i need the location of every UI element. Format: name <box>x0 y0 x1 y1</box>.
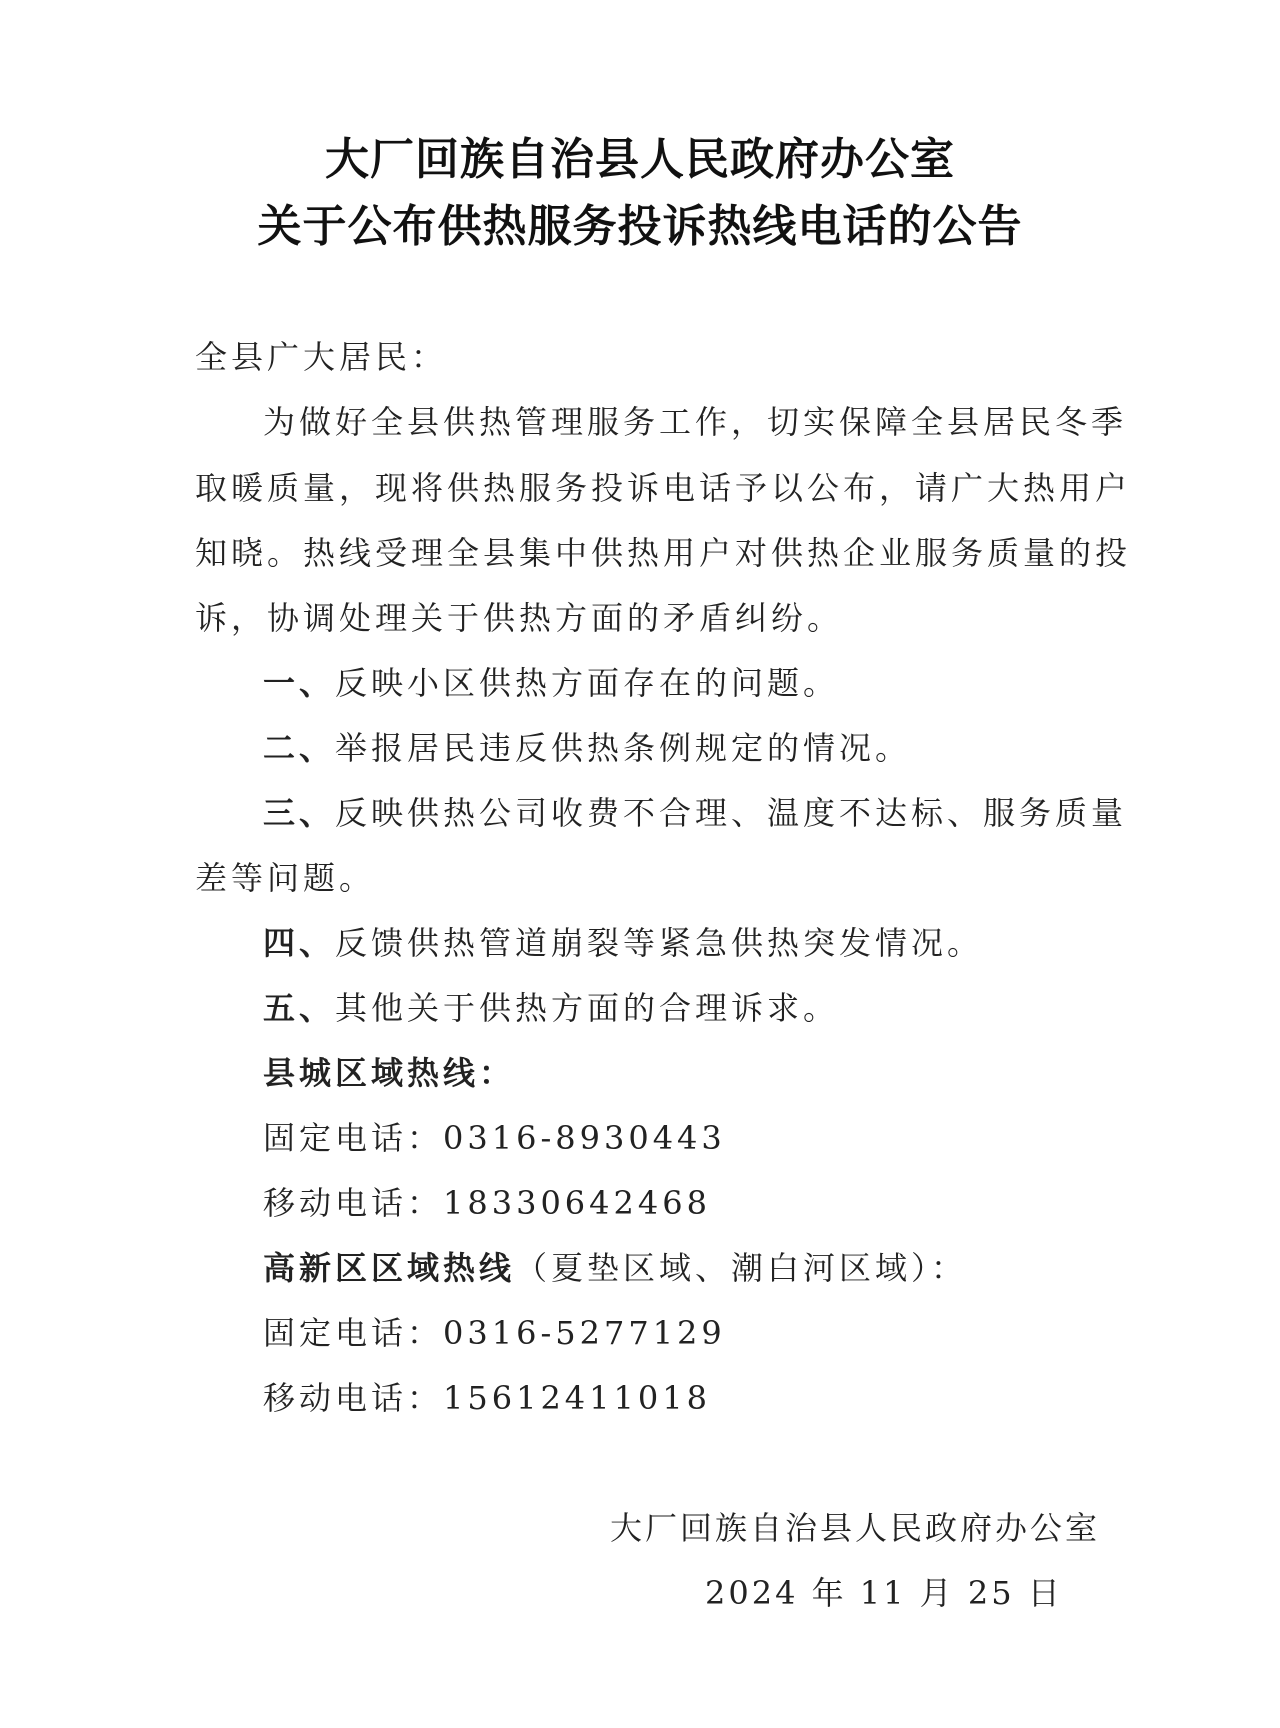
hightech-mobile-phone: 移动电话：15612411018 <box>263 1379 711 1417</box>
hightech-heading-bold: 高新区区域热线 <box>263 1249 516 1287</box>
item-text: 反映小区供热方面存在的问题。 <box>335 664 840 702</box>
list-item-2 <box>263 726 911 770</box>
salutation: 全县广大居民： <box>195 338 448 376</box>
item-text: 举报居民违反供热条例规定的情况。 <box>335 729 912 767</box>
county-fixed-phone: 固定电话：0316-8930443 <box>263 1119 726 1157</box>
hightech-hotline-heading <box>263 1246 967 1290</box>
item-number: 四、 <box>263 924 336 962</box>
signature-date: 2024 年 11 月 25 日 <box>705 1574 1063 1612</box>
list-item-4 <box>263 921 983 965</box>
title-line-2: 关于公布供热服务投诉热线电话的公告 <box>257 201 1023 252</box>
list-item-5 <box>263 986 839 1030</box>
list-item-1 <box>263 661 839 705</box>
hightech-heading-rest: （夏垫区域、潮白河区域）： <box>515 1249 968 1287</box>
item-number: 五、 <box>263 989 336 1027</box>
item-number: 二、 <box>263 729 336 767</box>
title-line-1: 大厂回族自治县人民政府办公室 <box>325 134 955 185</box>
list-item-3 <box>263 791 1127 835</box>
intro-line-4: 诉，协调处理关于供热方面的矛盾纠纷。 <box>195 599 844 637</box>
item-number: 一、 <box>263 664 336 702</box>
intro-line-3: 知晓。热线受理全县集中供热用户对供热企业服务质量的投 <box>195 534 1132 572</box>
item-text: 反馈供热管道崩裂等紧急供热突发情况。 <box>335 924 984 962</box>
item-text: 反映供热公司收费不合理、温度不达标、服务质量 <box>335 794 1128 832</box>
item-text: 其他关于供热方面的合理诉求。 <box>335 989 840 1027</box>
signature-org: 大厂回族自治县人民政府办公室 <box>610 1509 1101 1547</box>
county-mobile-phone: 移动电话：18330642468 <box>263 1184 711 1222</box>
intro-line-2: 取暖质量，现将供热服务投诉电话予以公布，请广大热用户 <box>195 469 1132 507</box>
county-hotline-heading: 县城区域热线： <box>263 1054 516 1092</box>
list-item-3-continued: 差等问题。 <box>195 859 376 897</box>
item-number: 三、 <box>263 794 336 832</box>
intro-line-1: 为做好全县供热管理服务工作，切实保障全县居民冬季 <box>263 403 1128 441</box>
hightech-fixed-phone: 固定电话：0316-5277129 <box>263 1314 726 1352</box>
